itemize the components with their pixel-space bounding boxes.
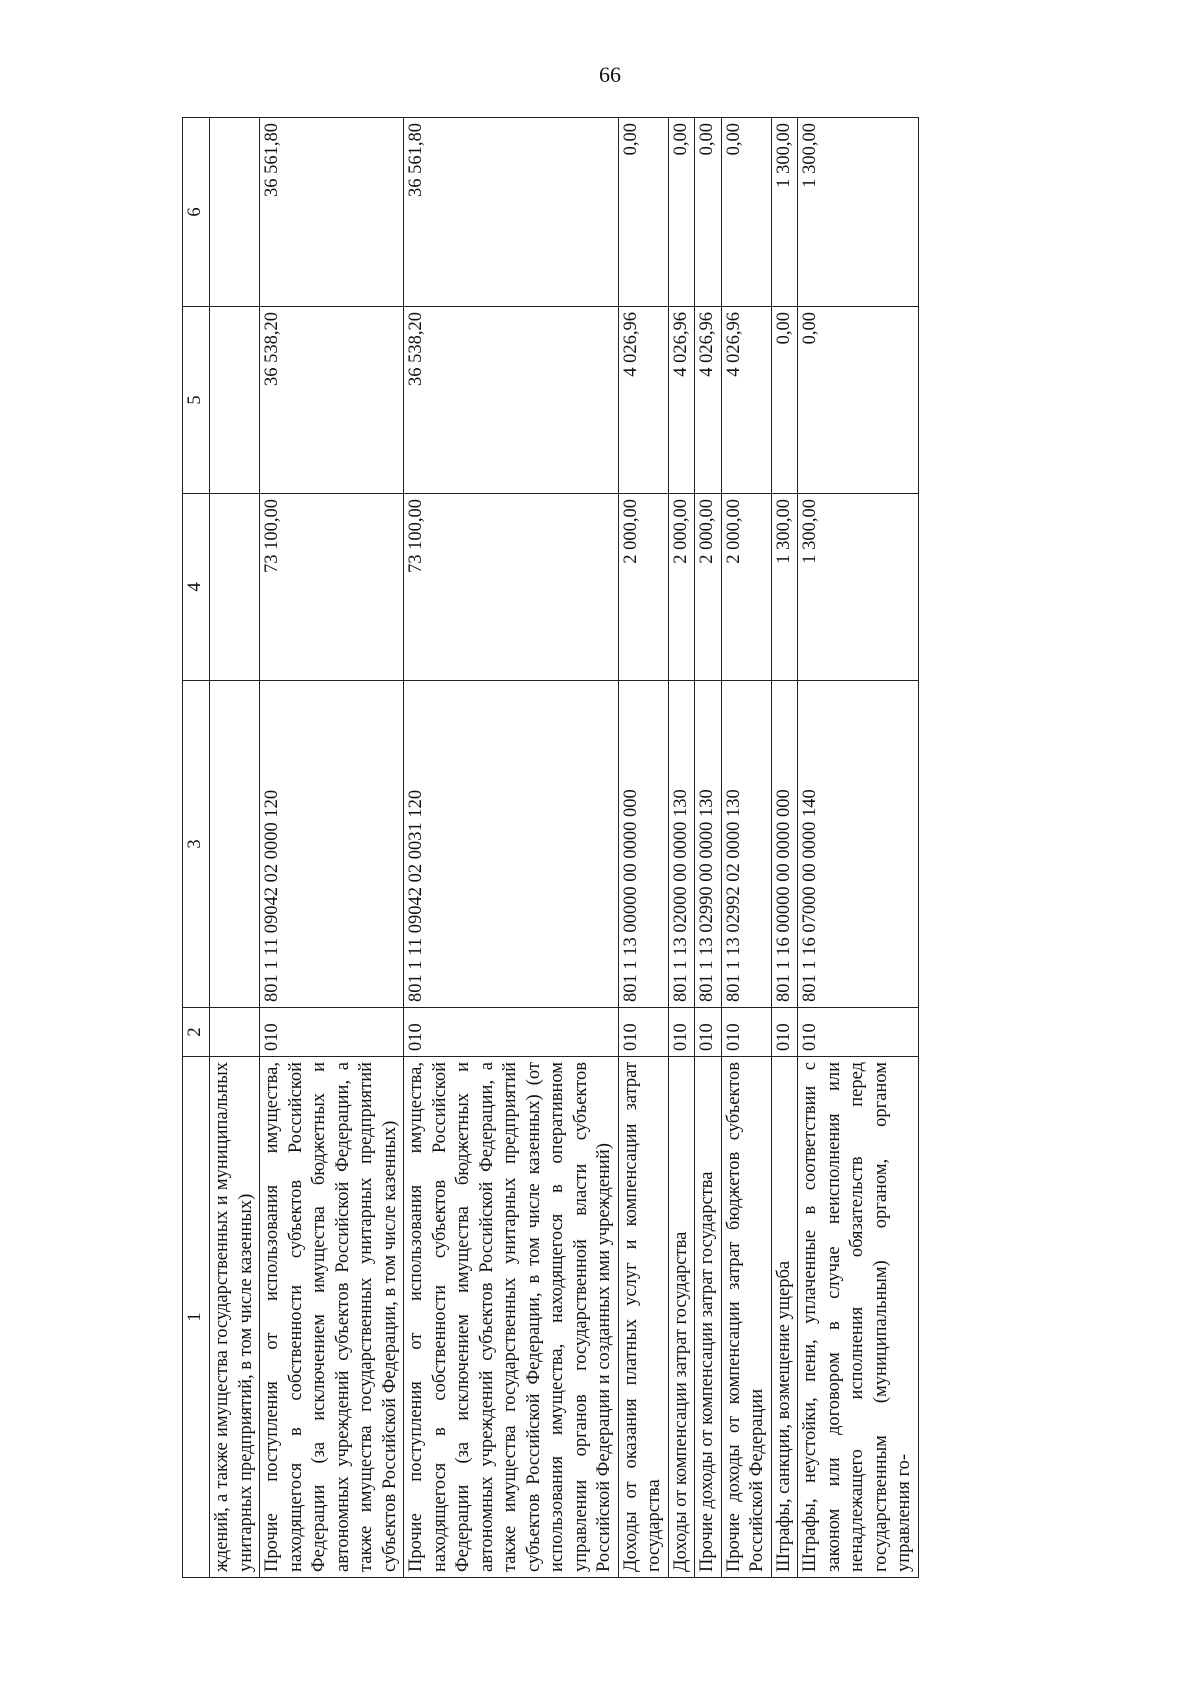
row-executed: 36 538,20 (404, 307, 619, 494)
table-row (695, 118, 722, 1578)
row-planned: 73 100,00 (260, 494, 404, 681)
row-name: Прочие доходы от компенсации затрат государства (695, 1057, 722, 1578)
table-row (618, 118, 668, 1578)
column-header-2: 2 (183, 1008, 210, 1057)
row-name: Прочие доходы от компенсации затрат бюджетов субъектов Российской Федерации (721, 1057, 771, 1578)
row-budget-code: 801 1 16 07000 00 0000 140 (798, 681, 919, 1008)
table-row (771, 118, 798, 1578)
row-unexecuted: 0,00 (721, 118, 771, 307)
row-unexecuted: 36 561,80 (404, 118, 619, 307)
row-line-code: 010 (721, 1008, 771, 1057)
row-planned: 2 000,00 (721, 494, 771, 681)
row-unexecuted: 0,00 (618, 118, 668, 307)
row-budget-code: 801 1 11 09042 02 0031 120 (404, 681, 619, 1008)
row-planned: 73 100,00 (404, 494, 619, 681)
row-line-code: 010 (260, 1008, 404, 1057)
row-budget-code: 801 1 13 02000 00 0000 130 (668, 681, 695, 1008)
row-name: Прочие поступления от использования имущества, находящегося в собственности субъектов Российской Федерации (за исключением имущества бюджетных и автономных учреждений субъектов Российской Федерации, а также имущества государственных унитарных предприятий субъектов Российской Федерации, в том числе казенных) (260, 1057, 404, 1578)
row-planned: 2 000,00 (668, 494, 695, 681)
row-name: Штрафы, санкции, возмещение ущерба (771, 1057, 798, 1578)
row-executed: 4 026,96 (721, 307, 771, 494)
row-executed: 36 538,20 (260, 307, 404, 494)
row-line-code: 010 (798, 1008, 919, 1057)
row-unexecuted: 1 300,00 (798, 118, 919, 307)
row-planned: 1 300,00 (771, 494, 798, 681)
row-executed: 0,00 (798, 307, 919, 494)
table-row (798, 118, 919, 1578)
row-unexecuted: 1 300,00 (771, 118, 798, 307)
row-name: Штрафы, неустойки, пени, уплаченные в соответствии с законом или договором в случае неисполнения или ненадлежащего исполнения обязательств перед государственным (муниципальным) органом, органом управления го- (798, 1057, 919, 1578)
row-executed: 0,00 (771, 307, 798, 494)
table-row (210, 118, 260, 1578)
column-header-6: 6 (183, 118, 210, 307)
row-name: Доходы от оказания платных услуг и компенсации затрат государства (618, 1057, 668, 1578)
table-row (260, 118, 404, 1578)
column-header-3: 3 (183, 681, 210, 1008)
row-budget-code: 801 1 16 00000 00 0000 000 (771, 681, 798, 1008)
column-header-4: 4 (183, 494, 210, 681)
row-line-code: 010 (771, 1008, 798, 1057)
row-planned: 2 000,00 (695, 494, 722, 681)
revenue-table (182, 117, 919, 1578)
row-unexecuted: 0,00 (695, 118, 722, 307)
row-name: Прочие поступления от использования имущества, находящегося в собственности субъектов Российской Федерации (за исключением имущества бюджетных и автономных учреждений субъектов Российской Федерации, а также имущества государственных унитарных предприятий субъектов Российской Федерации, в том числе казенных) (от использования имущества, находящегося в оперативном управлении органов государственной власти субъектов Российской Федерации и созданных ими учреждений) (404, 1057, 619, 1578)
row-line-code: 010 (618, 1008, 668, 1057)
page-number: 66 (599, 62, 621, 87)
table-row (404, 118, 619, 1578)
row-line-code: 010 (668, 1008, 695, 1057)
row-budget-code: 801 1 13 02990 00 0000 130 (695, 681, 722, 1008)
column-header-5: 5 (183, 307, 210, 494)
row-executed: 4 026,96 (668, 307, 695, 494)
row-budget-code: 801 1 13 02992 02 0000 130 (721, 681, 771, 1008)
row-unexecuted: 36 561,80 (260, 118, 404, 307)
column-header-1: 1 (183, 1057, 210, 1578)
row-line-code: 010 (404, 1008, 619, 1057)
row-budget-code (210, 681, 260, 1008)
row-unexecuted: 0,00 (668, 118, 695, 307)
row-executed: 4 026,96 (618, 307, 668, 494)
row-executed: 4 026,96 (695, 307, 722, 494)
row-budget-code: 801 1 11 09042 02 0000 120 (260, 681, 404, 1008)
row-planned (210, 494, 260, 681)
row-line-code (210, 1008, 260, 1057)
row-executed (210, 307, 260, 494)
row-planned: 2 000,00 (618, 494, 668, 681)
row-budget-code: 801 1 13 00000 00 0000 000 (618, 681, 668, 1008)
table-row (721, 118, 771, 1578)
table-row (668, 118, 695, 1578)
row-unexecuted (210, 118, 260, 307)
row-name: Доходы от компенсации затрат государства (668, 1057, 695, 1578)
row-name: ждений, а также имущества государственных и муниципальных унитарных предприятий, в том числе казенных) (210, 1057, 260, 1578)
row-line-code: 010 (695, 1008, 722, 1057)
row-planned: 1 300,00 (798, 494, 919, 681)
table-header-row (183, 118, 210, 1578)
rotated-table-container (182, 124, 1062, 1578)
